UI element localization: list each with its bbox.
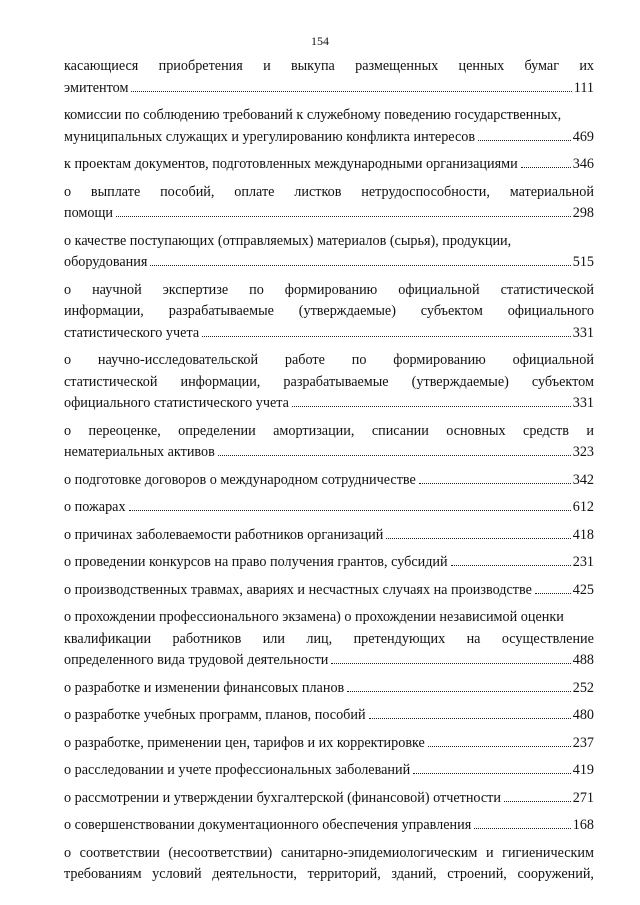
dot-leader	[116, 216, 571, 217]
dot-leader	[413, 773, 571, 774]
entry-text: о разработке и изменении финансовых планов	[64, 679, 345, 696]
index-entry	[64, 421, 594, 464]
dot-leader	[386, 538, 570, 539]
entry-line	[64, 629, 594, 651]
entry-word: информации,	[180, 373, 261, 390]
index-entry	[64, 607, 594, 672]
entry-word: приобретения	[158, 58, 243, 74]
entry-line	[64, 843, 594, 865]
entry-page-number: 612	[572, 499, 594, 515]
dot-leader	[451, 565, 571, 566]
entry-line	[64, 372, 594, 394]
index-entry	[64, 733, 594, 755]
entry-word: статистической	[500, 281, 594, 298]
entry-line	[64, 607, 594, 629]
entry-last-line	[64, 154, 594, 176]
dot-leader	[292, 406, 571, 407]
index-entry	[64, 231, 594, 274]
entry-word: соответствии	[79, 844, 160, 861]
entry-word: субъектом	[531, 373, 594, 390]
entry-page-number: 418	[572, 526, 594, 543]
entry-word: на	[466, 630, 481, 647]
dot-leader	[347, 691, 570, 692]
entry-word: и	[263, 58, 271, 74]
dot-leader	[428, 746, 571, 747]
entry-text: эмитентом	[64, 79, 129, 96]
entry-word: претендующих	[353, 630, 446, 647]
entry-text: муниципальных служащих и урегулированию конфликта интересов	[64, 128, 476, 145]
entry-page-number: 298	[572, 205, 594, 221]
entry-page-number: 342	[572, 471, 594, 488]
entry-word: переоценке,	[88, 422, 161, 439]
entry-word: информации,	[64, 303, 144, 319]
entry-word: экспертизе	[162, 281, 229, 298]
entry-text: оборудования	[64, 254, 148, 270]
entry-last-line	[64, 442, 594, 464]
entry-page-number: 515	[572, 254, 594, 270]
entry-text: о подготовке договоров о международном сотрудничестве	[64, 471, 416, 488]
entry-word: требованиям	[64, 866, 142, 882]
dot-leader	[504, 801, 571, 802]
entry-last-line	[64, 678, 594, 700]
entry-last-line	[64, 470, 594, 492]
entry-last-line	[64, 203, 594, 225]
entry-page-number: 488	[572, 652, 594, 668]
entry-word: выплате	[90, 183, 141, 200]
entry-word: о	[64, 281, 72, 298]
entry-word: материальной	[509, 183, 594, 200]
entry-word: о	[64, 352, 72, 368]
entry-word: списании	[371, 422, 429, 439]
entry-word: выкупа	[290, 58, 335, 74]
entry-page-number: 331	[572, 324, 594, 341]
entry-line	[64, 350, 594, 372]
dot-leader	[202, 336, 571, 337]
entry-line	[64, 56, 594, 78]
entry-word: касающиеся	[64, 58, 139, 74]
entry-word: амортизации,	[273, 422, 355, 439]
dot-leader	[131, 91, 571, 92]
entry-last-line	[64, 650, 594, 672]
entry-line	[64, 182, 594, 204]
entry-word: субъектом	[420, 303, 483, 319]
entry-word: или	[262, 630, 285, 647]
entry-page-number: 419	[572, 762, 594, 778]
entry-text: о пожарах	[64, 499, 126, 515]
index-entry	[64, 580, 594, 602]
dot-leader	[150, 265, 570, 266]
entry-word: и	[586, 422, 594, 439]
entry-text: помощи	[64, 205, 114, 221]
entry-page-number: 252	[572, 679, 594, 696]
entry-last-line	[64, 815, 594, 837]
entry-line	[64, 864, 594, 886]
entry-last-line	[64, 127, 594, 149]
entry-word: официальной	[512, 352, 594, 368]
index-entry	[64, 705, 594, 727]
dot-leader	[331, 663, 570, 664]
entry-word: территорий,	[307, 866, 381, 882]
entry-text: статистического учета	[64, 324, 200, 341]
entry-text: о производственных травмах, авариях и несчастных случаях на производстве	[64, 581, 532, 598]
index-entries	[64, 56, 594, 892]
entry-word: научной	[92, 281, 142, 298]
index-entry	[64, 552, 594, 574]
entry-text: о расследовании и учете профессиональных заболеваний	[64, 762, 411, 778]
entry-text: о совершенствовании документационного обеспечения управления	[64, 817, 472, 833]
index-entry	[64, 154, 594, 176]
index-entry	[64, 788, 594, 810]
entry-line	[64, 105, 594, 127]
entry-last-line	[64, 252, 594, 274]
index-entry	[64, 470, 594, 492]
index-entry	[64, 843, 594, 886]
entry-word: основных	[446, 422, 506, 439]
entry-last-line	[64, 323, 594, 345]
index-entry	[64, 760, 594, 782]
entry-text: о проведении конкурсов на право получения грантов, субсидий	[64, 554, 448, 570]
index-entry	[64, 815, 594, 837]
entry-last-line	[64, 525, 594, 547]
entry-word: работников	[172, 630, 242, 647]
entry-word: листков	[294, 183, 342, 200]
entry-page-number: 331	[572, 395, 594, 411]
entry-word: о	[64, 422, 72, 439]
entry-word: формированию	[284, 281, 378, 298]
entry-word: о	[64, 844, 72, 861]
entry-last-line	[64, 552, 594, 574]
entry-word: по	[351, 352, 367, 368]
entry-word: квалификации	[64, 630, 152, 647]
entry-last-line	[64, 760, 594, 782]
index-entry	[64, 56, 594, 99]
entry-word: их	[579, 58, 594, 74]
entry-last-line	[64, 788, 594, 810]
dot-leader	[535, 593, 571, 594]
entry-line	[64, 231, 594, 253]
entry-word: определении	[178, 422, 256, 439]
index-entry	[64, 105, 594, 148]
entry-page-number: 346	[572, 156, 594, 172]
entry-word: формированию	[393, 352, 486, 368]
entry-word: о прохождении профессионального экзамена) о прохождении независимой оценки	[64, 609, 564, 625]
entry-word: официальной	[398, 281, 480, 298]
entry-last-line	[64, 733, 594, 755]
index-entry	[64, 678, 594, 700]
dot-leader	[521, 167, 571, 168]
entry-word: работе	[284, 352, 325, 368]
entry-word: комиссии по соблюдению требований к служебному поведению государственных,	[64, 107, 562, 123]
entry-word: статистической	[64, 373, 158, 390]
entry-page-number: 168	[572, 817, 594, 833]
entry-page-number: 480	[572, 707, 594, 723]
entry-word: о	[64, 183, 72, 200]
entry-text: о разработке, применении цен, тарифов и их корректировке	[64, 734, 425, 751]
entry-line	[64, 280, 594, 302]
dot-leader	[474, 828, 570, 829]
entry-text: к проектам документов, подготовленных международными организациями	[64, 156, 518, 172]
index-entry	[64, 280, 594, 345]
entry-word: научно-исследовательской	[97, 352, 259, 368]
entry-word: разрабатываемые	[283, 373, 389, 390]
entry-word: (утверждаемые)	[411, 373, 509, 390]
entry-word: о качестве поступающих (отправляемых) материалов (сырья), продукции,	[64, 232, 512, 249]
entry-last-line	[64, 393, 594, 415]
entry-word: по	[249, 281, 264, 298]
dot-leader	[478, 140, 571, 141]
index-entry	[64, 525, 594, 547]
entry-word: разрабатываемые	[168, 303, 274, 319]
entry-word: зданий,	[391, 866, 437, 882]
entry-text: о причинах заболеваемости работников организаций	[64, 526, 384, 543]
dot-leader	[419, 483, 571, 484]
entry-word: (утверждаемые)	[298, 303, 396, 319]
entry-word: размещенных	[355, 58, 439, 74]
entry-word: пособий,	[160, 183, 215, 200]
entry-last-line	[64, 705, 594, 727]
entry-word: осуществление	[501, 630, 594, 647]
entry-page-number: 425	[572, 581, 594, 598]
entry-word: оплате	[234, 183, 275, 200]
entry-word: ценных	[458, 58, 505, 74]
entry-word: санитарно-эпидемиологическим	[280, 844, 478, 861]
entry-word: бумаг	[524, 58, 560, 74]
entry-page-number: 271	[572, 789, 594, 806]
entry-last-line	[64, 78, 594, 100]
dot-leader	[218, 455, 571, 456]
entry-last-line	[64, 580, 594, 602]
entry-page-number: 231	[572, 554, 594, 570]
entry-page-number: 111	[573, 79, 594, 96]
entry-text: о рассмотрении и утверждении бухгалтерской (финансовой) отчетности	[64, 789, 501, 806]
entry-last-line	[64, 497, 594, 519]
entry-word: строений,	[447, 866, 507, 882]
entry-word: официального	[507, 303, 594, 319]
entry-word: условий	[152, 866, 202, 882]
entry-word: гигиеническим	[502, 844, 594, 861]
entry-line	[64, 301, 594, 323]
index-entry	[64, 350, 594, 415]
index-entry	[64, 497, 594, 519]
entry-page-number: 323	[572, 444, 594, 460]
entry-text: определенного вида трудовой деятельности	[64, 652, 329, 668]
entry-page-number: 469	[572, 128, 594, 145]
entry-word: нетрудоспособности,	[361, 183, 490, 200]
entry-word: и	[485, 844, 494, 861]
entry-text: нематериальных активов	[64, 444, 215, 460]
entry-word: средств	[523, 422, 569, 439]
dot-leader	[129, 510, 571, 511]
entry-word: (несоответствии)	[168, 844, 273, 861]
entry-line	[64, 421, 594, 443]
entry-word: сооружений,	[517, 866, 594, 882]
entry-word: деятельности,	[212, 866, 297, 882]
page-number: 154	[311, 34, 329, 48]
dot-leader	[369, 718, 571, 719]
entry-text: официального статистического учета	[64, 395, 289, 411]
entry-word: лиц,	[306, 630, 333, 647]
entry-page-number: 237	[572, 734, 594, 751]
index-entry	[64, 182, 594, 225]
entry-text: о разработке учебных программ, планов, пособий	[64, 707, 366, 723]
